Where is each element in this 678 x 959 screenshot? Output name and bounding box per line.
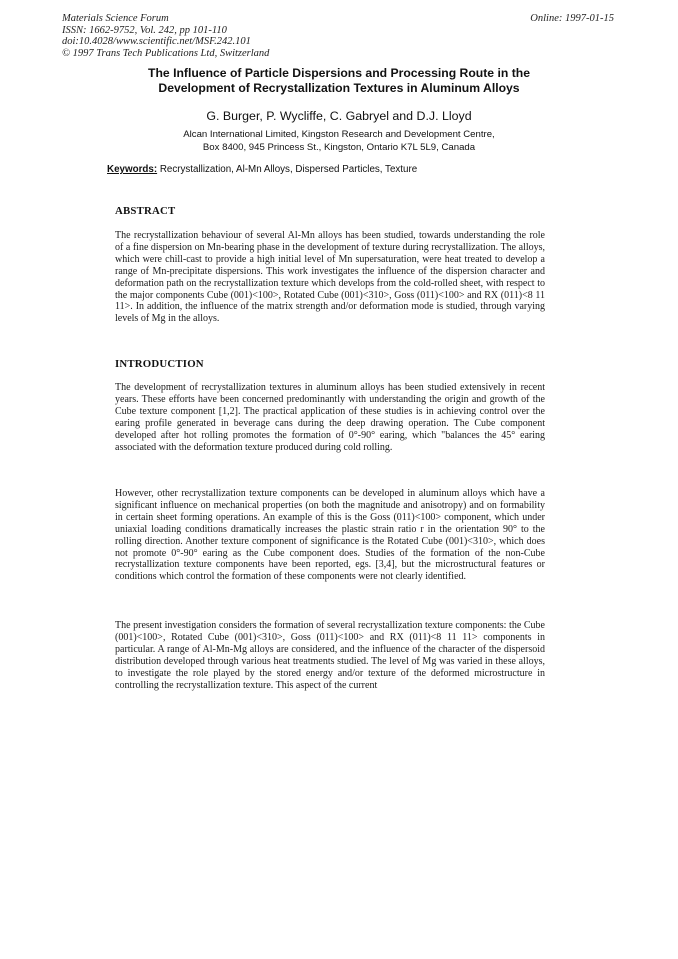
affiliation: [90, 128, 588, 154]
keywords-values: Recrystallization, Al-Mn Alloys, Dispersed Particles, Texture: [159, 164, 418, 175]
title-line-1: The Influence of Particle Dispersions and Processing Route in the: [148, 66, 530, 80]
online-date: Online: 1997-01-15: [530, 13, 614, 24]
author-list: G. Burger, P. Wycliffe, C. Gabryel and D.J. Lloyd: [206, 109, 472, 123]
keywords-label: Keywords:: [107, 164, 158, 175]
doi-line: doi:10.4028/www.scientific.net/MSF.242.101: [62, 36, 251, 48]
affiliation-line-1: Alcan International Limited, Kingston Research and Development Centre,: [183, 129, 495, 140]
intro-paragraph-3: The present investigation considers the formation of several recrystallization texture components: the Cube (001)<100>, Rotated Cube (001)<310>, Goss (011)<100> and RX (011)<8 11 11> components in particular. A range of Al-Mn-Mg alloys are considered, and the influence of the character of the dispersoid distribution developed through various heat treatments studied. The level of Mg was varied in these alloys, to investigate the role played by the stored energy and/or texture of the deformed microstructure in controlling the recrystallization texture. This aspect of the current: [115, 620, 545, 691]
copyright-line: © 1997 Trans Tech Publications Ltd, Switzerland: [62, 47, 270, 59]
intro-paragraph-1: The development of recrystallization textures in aluminum alloys has been studied extensively in recent years. These efforts have been concerned predominantly with understanding the origin and growth of the Cube texture component [1,2]. The practical application of these studies is in achieving control over the earing profile generated in beverage cans during the deep drawing operation. The Cube component developed after hot rolling promotes the formation of 0°-90° earing, which "balances the 45° earing associated with the deformation texture produced during cold rolling.: [115, 382, 545, 453]
title-line-2: Development of Recrystallization Textures in Aluminum Alloys: [158, 81, 520, 95]
journal-meta: [62, 13, 269, 59]
paper-title: [100, 66, 578, 96]
affiliation-line-2: Box 8400, 945 Princess St., Kingston, Ontario K7L 5L9, Canada: [202, 142, 476, 153]
journal-name: Materials Science Forum: [62, 13, 169, 24]
abstract-heading: ABSTRACT: [115, 205, 176, 217]
keywords-line: [107, 164, 417, 175]
intro-paragraph-2: However, other recrystallization texture components can be developed in aluminum alloys which have a significant influence on mechanical properties (on both the magnitude and anisotropy) and on formability in certain sheet forming operations. An example of this is the Goss (011)<100> component, which under uniaxial loading conditions dramatically increases the plastic strain ratio r in the orientation 90° to the rolling direction. Another texture component of significance is the Rotated Cube (001)<310>, which does not promote 0°-90° earing as the Cube component does. Studies of the formation of the non-Cube recrystallization texture components have been reported, egs. [3,4], but the microstructural features or conditions which control the formation of these components were not clearly identified.: [115, 488, 545, 583]
abstract-text: The recrystallization behaviour of several Al-Mn alloys has been studied, towards understanding the role of a fine dispersion on Mn-bearing phase in the development of texture during recrystallization. The alloys, which were chill-cast to provide a high initial level of Mn supersaturation, were heat treated to develop a range of Mn-precipitate dispersions. This work investigates the influence of the dispersion character and deformation path on the recrystallization texture which develops from the cold-rolled sheet, with respect to the major components Cube (001)<100>, Rotated Cube (001)<310>, Goss (011)<100> and RX (011)<8 11 11>. In addition, the influence of the matrix strength and/or deformation mode is studied, through varying levels of Mg in the alloys.: [115, 230, 545, 325]
introduction-heading: INTRODUCTION: [115, 358, 204, 370]
issn-line: ISSN: 1662-9752, Vol. 242, pp 101-110: [62, 24, 227, 36]
